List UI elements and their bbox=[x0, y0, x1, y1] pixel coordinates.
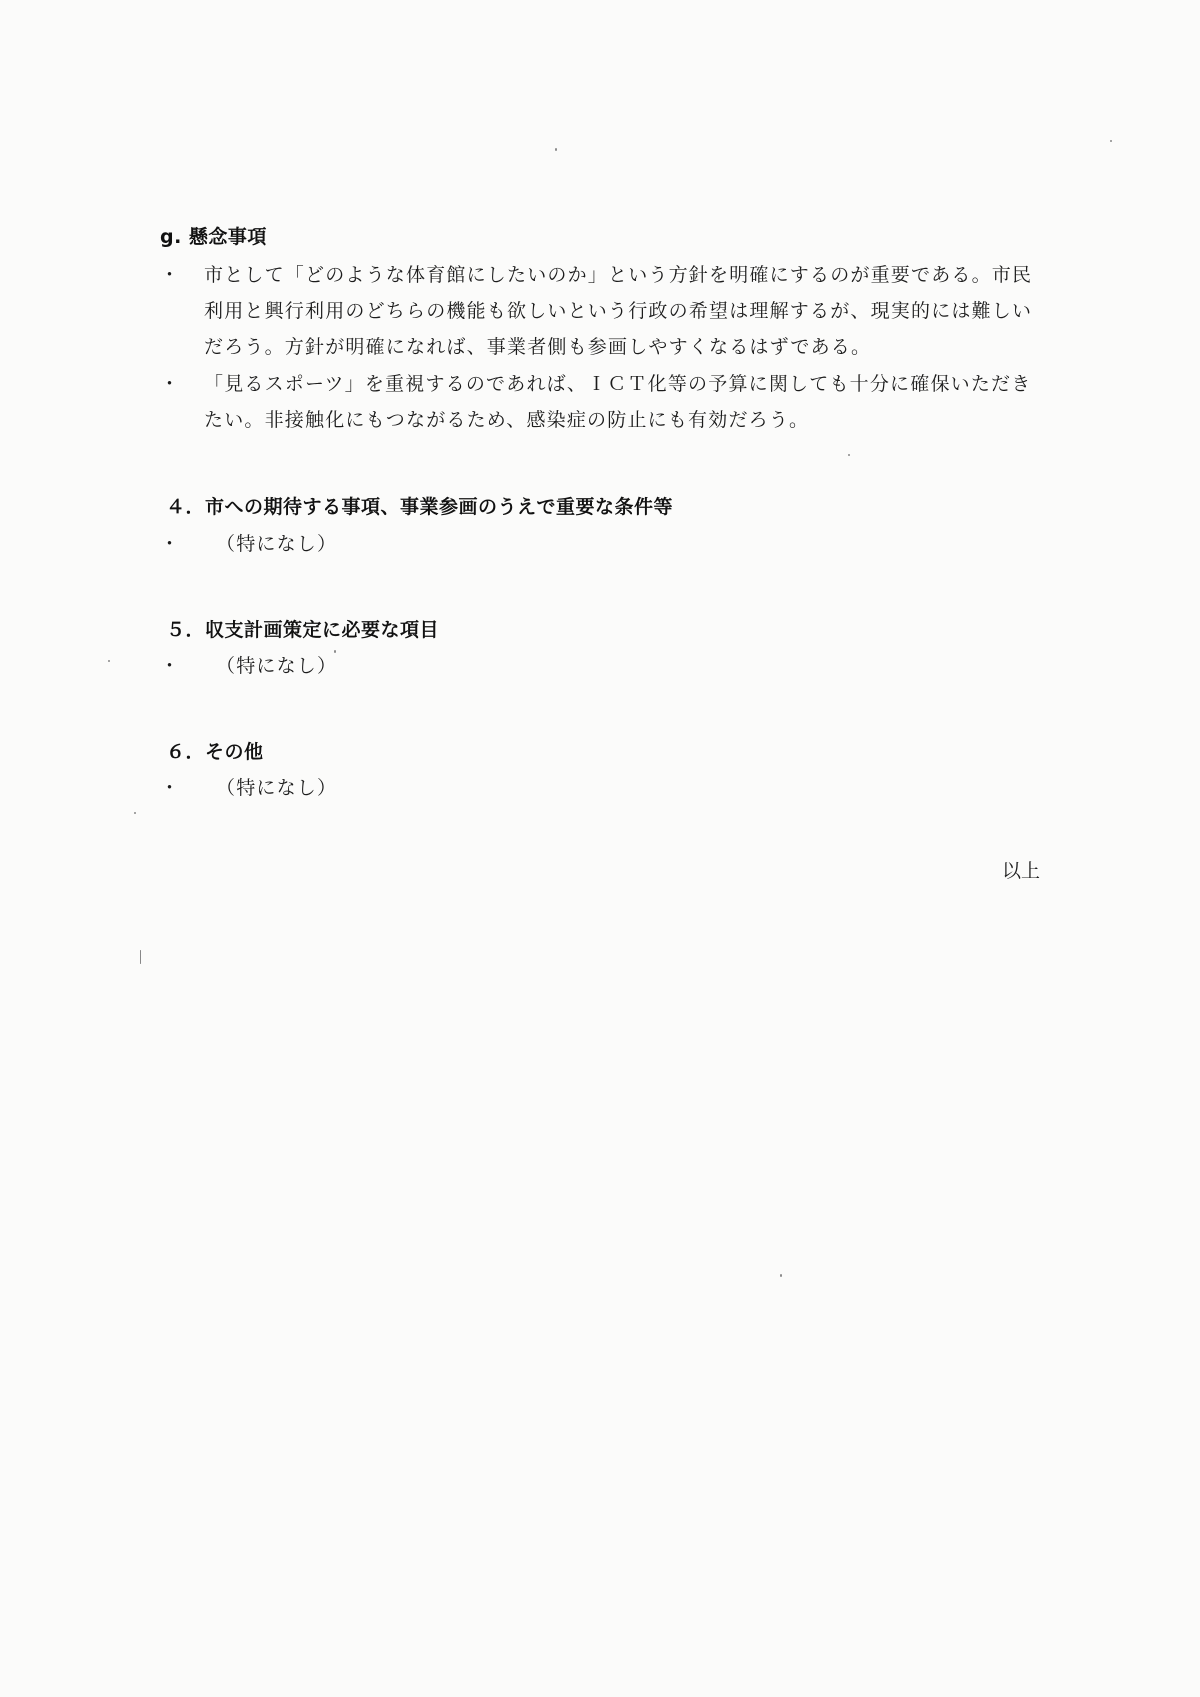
section-heading-other: ６．その他 bbox=[166, 741, 264, 763]
scan-speck bbox=[140, 950, 141, 964]
bullet-marker: ・ bbox=[160, 777, 180, 799]
list-item bbox=[160, 770, 1040, 806]
list-item-text: （特になし） bbox=[216, 655, 338, 677]
scan-speck bbox=[334, 650, 336, 653]
section-heading-concerns: g. 懸念事項 bbox=[160, 226, 267, 248]
scan-speck bbox=[780, 1274, 782, 1277]
list-item-text: （特になし） bbox=[216, 777, 338, 799]
scan-speck bbox=[134, 812, 136, 814]
list-item bbox=[160, 366, 1040, 438]
scan-speck bbox=[848, 454, 850, 456]
bullet-marker: ・ bbox=[160, 264, 180, 286]
scan-speck bbox=[108, 660, 110, 662]
list-item bbox=[160, 257, 1040, 365]
bullet-marker: ・ bbox=[160, 655, 180, 677]
scan-speck bbox=[555, 148, 557, 151]
bullet-marker: ・ bbox=[160, 373, 180, 395]
list-item-text: 市として「どのような体育館にしたいのか」という方針を明確にするのが重要である。市民利用と興行利用のどちらの機能も欲しいという行政の希望は理解するが、現実的には難しいだろう。方針が明確になれば、事業者側も参画しやすくなるはずである。 bbox=[204, 264, 1033, 358]
bullet-marker: ・ bbox=[160, 533, 180, 555]
section-heading-expectations: ４．市への期待する事項、事業参画のうえで重要な条件等 bbox=[166, 496, 674, 518]
list-item bbox=[160, 526, 1040, 562]
closing-mark: 以上 bbox=[1001, 860, 1040, 882]
scan-speck bbox=[1110, 140, 1112, 142]
list-item bbox=[160, 648, 1040, 684]
list-item-text: 「見るスポーツ」を重視するのであれば、ＩＣＴ化等の予算に関しても十分に確保いただきたい。非接触化にもつながるため、感染症の防止にも有効だろう。 bbox=[204, 373, 1032, 431]
list-item-text: （特になし） bbox=[216, 533, 338, 555]
section-heading-budget-items: ５．収支計画策定に必要な項目 bbox=[166, 619, 440, 641]
